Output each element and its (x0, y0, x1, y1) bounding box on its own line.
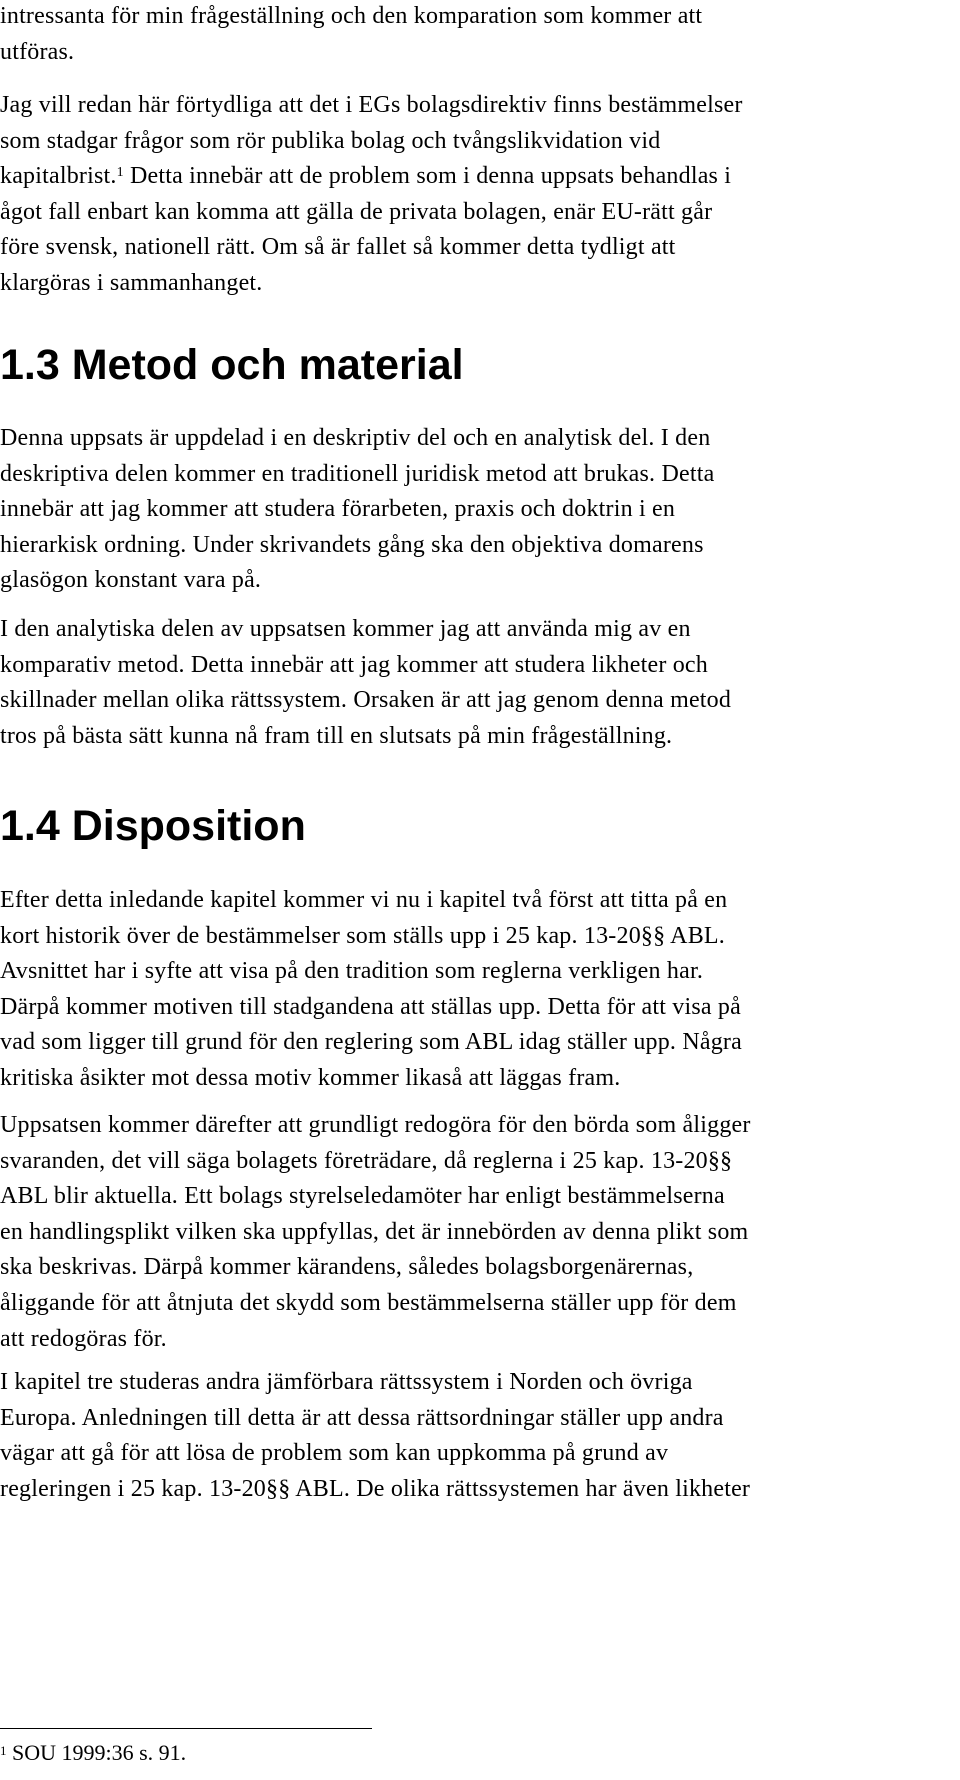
intro-paragraph-2-text-after: Detta innebär att de problem som i denna uppsats behandlas i ågot fall enbart kan komma att gälla de privata bolagen, enär EU-rätt går före svensk, nationell rätt. Om så är fallet så kommer detta tydligt att klargöras i sammanhanget. (0, 163, 732, 296)
section-1-4-paragraph-3: I kapitel tre studeras andra jämförbara rättssystem i Norden och övriga Europa. Anledningen till detta är att dessa rättsordningar ställer upp andra vägar att gå för att lösa de problem som kan uppkomma på grund av regleringen i 25 kap. 13-20§§ ABL. De olika rättssystemen har även likheter (0, 1369, 751, 1502)
intro-paragraph-2-text-before: Jag vill redan här förtydliga att det i EGs bolagsdirektiv finns bestämmelser som stadgar frågor som rör publika bolag och tvångslikvidation vid kapitalbrist. (0, 92, 743, 190)
section-1-3-paragraph-2: I den analytiska delen av uppsatsen kommer jag att använda mig av en komparativ metod. Detta innebär att jag kommer att studera likheter och skillnader mellan olika rättssystem. Orsaken är att jag genom denna metod tros på bästa sätt kunna nå fram till en slutsats på min frågeställning. (0, 616, 732, 749)
footnote-number: 1 (0, 1743, 7, 1758)
section-heading-1-4: 1.4 Disposition (0, 802, 306, 850)
section-1-3-paragraph-1: Denna uppsats är uppdelad i en deskriptiv del och en analytisk del. I den deskriptiva delen kommer en traditionell juridisk metod att brukas. Detta innebär att jag kommer att studera förarbeten, praxis och doktrin i en hierarkisk ordning. Under skrivandets gång ska den objektiva domarens glasögon konstant vara på. (0, 425, 715, 594)
intro-paragraph-1: intressanta för min frågeställning och den komparation som kommer att utföras. (0, 3, 703, 65)
footnote-separator (0, 1728, 372, 1729)
footnote-text: SOU 1999:36 s. 91. (6, 1740, 187, 1765)
section-heading-1-3: 1.3 Metod och material (0, 341, 464, 389)
footnote (0, 1740, 186, 1766)
intro-paragraph-2 (0, 88, 950, 302)
footnote-reference[interactable]: 1 (116, 165, 124, 181)
section-1-4-paragraph-1: Efter detta inledande kapitel kommer vi nu i kapitel två först att titta på en kort historik över de bestämmelser som ställs upp i 25 kap. 13-20§§ ABL. Avsnittet har i syfte att visa på den tradition som reglerna verkligen har. Därpå kommer motiven till stadgandena att ställas upp. Detta för att visa på vad som ligger till grund för den reglering som ABL idag ställer upp. Några kritiska åsikter mot dessa motiv kommer likaså att läggas fram. (0, 887, 742, 1091)
section-1-4-paragraph-2: Uppsatsen kommer därefter att grundligt redogöra för den börda som åligger svaranden, det vill säga bolagets företrädare, då reglerna i 25 kap. 13-20§§ ABL blir aktuella. Ett bolags styrelseledamöter har enligt bestämmelserna en handlingsplikt vilken ska uppfyllas, det är innebörden av denna plikt som ska beskrivas. Därpå kommer kärandens, således bolagsborgenärernas, åliggande för att åtnjuta det skydd som bestämmelserna ställer upp för dem att redogöras för. (0, 1112, 751, 1352)
